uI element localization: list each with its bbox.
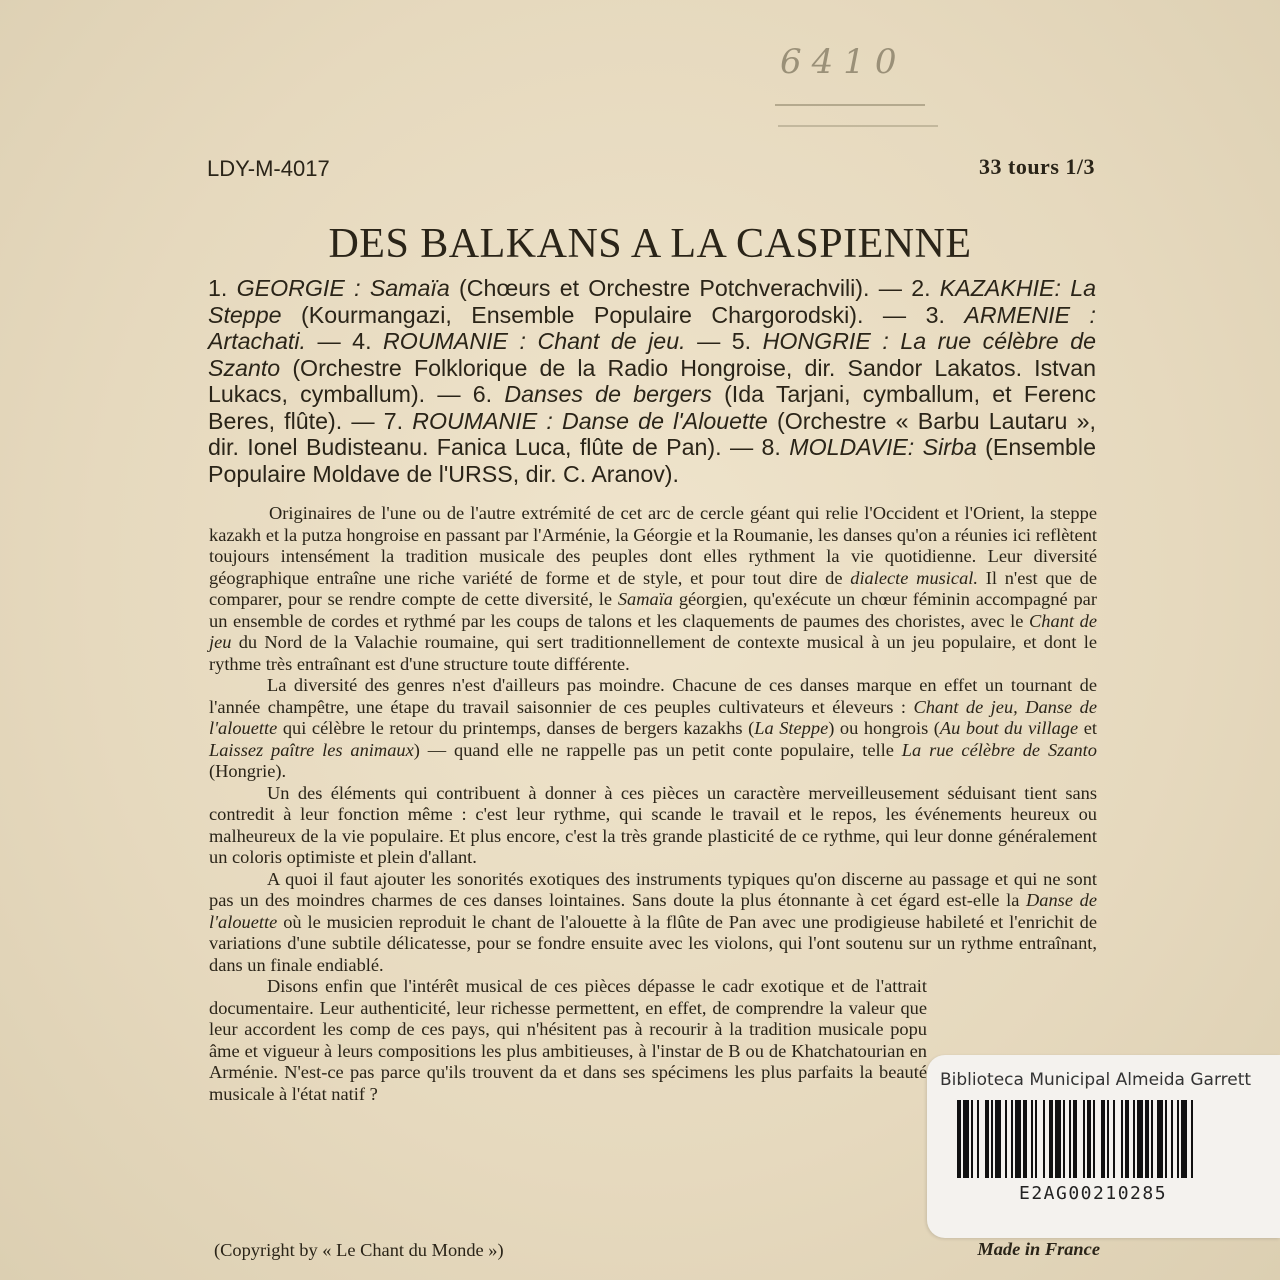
barcode-bar: [1133, 1100, 1135, 1178]
track-item-7: 7. ROUMANIE : Danse de l'Alouette (Orchestre « Barbu Lautaru », dir. Ionel Budisteanu. Fanica Luca, flûte de Pan). —: [208, 407, 1096, 460]
barcode-bar: [1121, 1100, 1123, 1178]
barcode-bar: [1031, 1100, 1033, 1178]
barcode-bar: [1137, 1100, 1143, 1178]
liner-paragraph-4: A quoi il faut ajouter les sonorités exotiques des instruments typiques qu'on discerne au passage et qui ne sont pas un des moindres charmes de ces danses lointaines. Sans doute la plus étonnante à cet égard est-elle la Danse de l'alouette où le musicien reproduit le chant de l'alouette à la flûte de Pan avec une prodigieuse habileté et l'enrichit de variations d'une subtile délicatesse, pour se fondre ensuite avec les violons, qui l'ont soutenu sur un rythme entraînant, dans un finale endiablé.: [209, 868, 1097, 975]
pencil-line: [778, 125, 938, 127]
barcode-bar: [1043, 1100, 1045, 1178]
barcode-bar: [1005, 1100, 1007, 1178]
liner-paragraph-3: Un des éléments qui contribuent à donner à ces pièces un caractère merveilleusement séduisant tient sans contredit à leur fonction même : c'est leur rythme, qui scande le travail et le repos, les événements heureux ou malheureux de la vie populaire. Et plus encore, c'est la très grande plasticité de ce rythme, qui leur donne généralement un coloris optimiste et plein d'allant.: [209, 782, 1097, 867]
barcode-bar: [1011, 1100, 1013, 1178]
track-item-4: 4. ROUMANIE : Chant de jeu. —: [352, 328, 721, 354]
barcode-bar: [1157, 1100, 1163, 1178]
barcode-number: E2AG00210285: [1019, 1183, 1168, 1204]
barcode-bar: [1015, 1100, 1021, 1178]
barcode-bar: [1101, 1100, 1105, 1178]
barcode-bar: [1113, 1100, 1115, 1178]
barcode-bar: [1069, 1100, 1071, 1178]
pencil-line: [775, 104, 925, 106]
record-speed: 33 tours 1/3: [979, 154, 1095, 179]
track-item-3: 3. ARMENIE : Artachati. —: [208, 301, 1096, 354]
track-item-6: 6. Danses de bergers (Ida Tarjani, cymballum, et Ferenc Beres, flûte). —: [208, 381, 1096, 434]
track-item-1: 1. GEORGIE : Samaïa (Chœurs et Orchestre Potchverachvili). —: [208, 275, 902, 301]
barcode-bar: [1087, 1100, 1091, 1178]
track-item-5: 5. HONGRIE : La rue célèbre de Szanto (Orchestre Folklorique de la Radio Hongroise, dir. Sandor Lakatos. Istvan Lukacs, cymballum). —: [208, 328, 1096, 407]
barcode-bar: [1165, 1100, 1167, 1178]
liner-notes: [209, 503, 1097, 1105]
catalog-number: LDY-M-4017: [207, 156, 330, 181]
liner-paragraph-5: Disons enfin que l'intérêt musical de ces pièces dépasse le cadr exotique et de l'attrait documentaire. Leur authenticité, leur richesse permettent, en effet, de comprendre la valeur que leur accordent les comp de ces pays, qui n'hésitent pas à recourir à la tradition musicale popu âme et vigueur à leurs compositions les plus ambitieuses, à l'instar de B ou de Khatchatourian en Arménie. N'est-ce pas parce qu'ils trouvent da et dans ses spécimens les plus parfaits la beauté musicale à l'état natif ?: [209, 976, 927, 1104]
barcode-bar: [1073, 1100, 1077, 1178]
barcode-bar: [1055, 1100, 1061, 1178]
barcode-bar: [1035, 1100, 1037, 1178]
barcode: [955, 1100, 1267, 1178]
barcode-bar: [977, 1100, 979, 1178]
barcode-bar: [1177, 1100, 1179, 1178]
barcode-bar: [985, 1100, 989, 1178]
track-item-2: 2. KAZAKHIE: La Steppe (Kourmangazi, Ensemble Populaire Chargorodski). —: [208, 275, 1096, 328]
barcode-bar: [1083, 1100, 1085, 1178]
barcode-bar: [1023, 1100, 1027, 1178]
barcode-bar: [1171, 1100, 1173, 1178]
barcode-bar: [1063, 1100, 1065, 1178]
barcode-bar: [1125, 1100, 1129, 1178]
barcode-bar: [1093, 1100, 1095, 1178]
barcode-bar: [957, 1100, 961, 1178]
barcode-bar: [991, 1100, 993, 1178]
track-item-8: 8. MOLDAVIE: Sirba (Ensemble Populaire Moldave de l'URSS, dir. C. Aranov).: [208, 434, 1096, 487]
barcode-bar: [1191, 1100, 1193, 1178]
library-name: Biblioteca Municipal Almeida Garrett: [940, 1070, 1252, 1090]
barcode-bar: [963, 1100, 969, 1178]
barcode-bar: [1151, 1100, 1153, 1178]
barcode-bar: [971, 1100, 973, 1178]
album-title: DES BALKANS A LA CASPIENNE: [328, 221, 972, 267]
handwritten-catalog-note: 6410: [780, 42, 907, 82]
made-in-label: Made in France: [977, 1239, 1100, 1259]
barcode-bar: [1181, 1100, 1187, 1178]
barcode-bar: [1049, 1100, 1053, 1178]
copyright-notice: (Copyright by « Le Chant du Monde »): [214, 1240, 504, 1260]
barcode-bar: [1107, 1100, 1109, 1178]
library-sticker: [927, 1055, 1280, 1238]
barcode-bar: [1145, 1100, 1149, 1178]
barcode-bar: [995, 1100, 1001, 1178]
track-list: [208, 275, 1096, 487]
liner-paragraph-2: La diversité des genres n'est d'ailleurs pas moindre. Chacune de ces danses marque en effet un tournant de l'année champêtre, une étape du travail saisonnier de ces peuples cultivateurs et éleveurs : Chant de jeu, Danse de l'alouette qui célèbre le retour du printemps, danses de bergers kazakhs (La Steppe) ou hongrois (Au bout du village et Laissez paître les animaux) — quand elle ne rappelle pas un petit conte populaire, telle La rue célèbre de Szanto (Hongrie).: [209, 675, 1097, 781]
liner-paragraph-1: Originaires de l'une ou de l'autre extrémité de cet arc de cercle géant qui relie l'Occident et l'Orient, la steppe kazakh et la putza hongroise en passant par l'Arménie, la Géorgie et la Roumanie, les danses qu'on a réunies ici reflètent toujours intensément la tradition musicale des peuples dont elles rythment la vie quotidienne. Leur diversité géographique entraîne une riche variété de forme et de style, et pour tout dire de dialecte musical. Il n'est que de comparer, pour se rendre compte de cette diversité, le Samaïa géorgien, qu'exécute un chœur féminin accompagné par un ensemble de cordes et rythmé par les coups de talons et les claquements de paumes des choristes, avec le Chant de jeu du Nord de la Valachie roumaine, qui sert traditionnellement de contexte musical à un jeu populaire, et dont le rythme très entraînant est d'une structure toute différente.: [209, 503, 1097, 674]
